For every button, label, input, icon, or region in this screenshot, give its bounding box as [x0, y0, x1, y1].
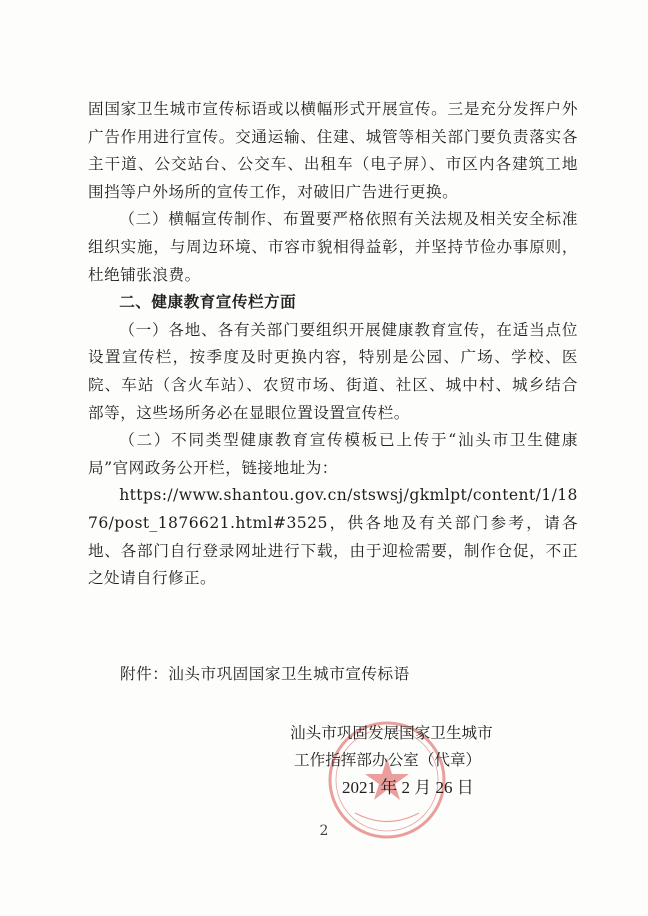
signature-date: 2021 年 2 月 26 日 [342, 778, 474, 797]
paragraph-health-board-1: （一）各地、各有关部门要组织开展健康教育宣传，在适当点位设置宣传栏，按季度及时更换内容，特别是公园、广场、学校、医院、车站（含火车站）、农贸市场、街道、社区、城中村、城乡结合部等，这些场所务必在显眼位置设置宣传栏。 [88, 320, 578, 422]
page-number: 2 [319, 823, 329, 839]
section-heading-health-board: 二、健康教育宣传栏方面 [119, 293, 297, 312]
paragraph-download-link: https://www.shantou.gov.cn/stswsj/gkmlpt/content/1/1876/post_1876621.html#3525，供各地及有关部门参考，请各地、各部门自行登录网址进行下载，由于迎检需要，制作仓促，不正之处请自行修正。 [88, 486, 578, 588]
paragraph-continuation: 固国家卫生城市宣传标语或以横幅形式开展宣传。三是充分发挥户外广告作用进行宣传。交通运输、住建、城管等相关部门要负责落实各主干道、公交站台、公交车、出租车（电子屏）、市区内各建筑工地围挡等户外场所的宣传工作，对破旧广告进行更换。 [88, 100, 578, 201]
document-body [88, 96, 578, 593]
attachment-line: 附件：汕头市巩固国家卫生城市宣传标语 [120, 665, 410, 683]
signer-org-line2: 工作指挥部办公室（代章） [294, 751, 482, 769]
paragraph-health-board-2: （二）不同类型健康教育宣传模板已上传于“汕头市卫生健康局”官网政务公开栏，链接地址为： [88, 431, 578, 477]
signature-block [290, 720, 530, 801]
paragraph-banner-rules: （二）横幅宣传制作、布置要严格依照有关法规及相关安全标准组织实施，与周边环境、市容市貌相得益彰，并坚持节俭办事原则，杜绝铺张浪费。 [88, 210, 578, 284]
signer-org-line1: 汕头市巩固发展国家卫生城市 [290, 724, 493, 742]
